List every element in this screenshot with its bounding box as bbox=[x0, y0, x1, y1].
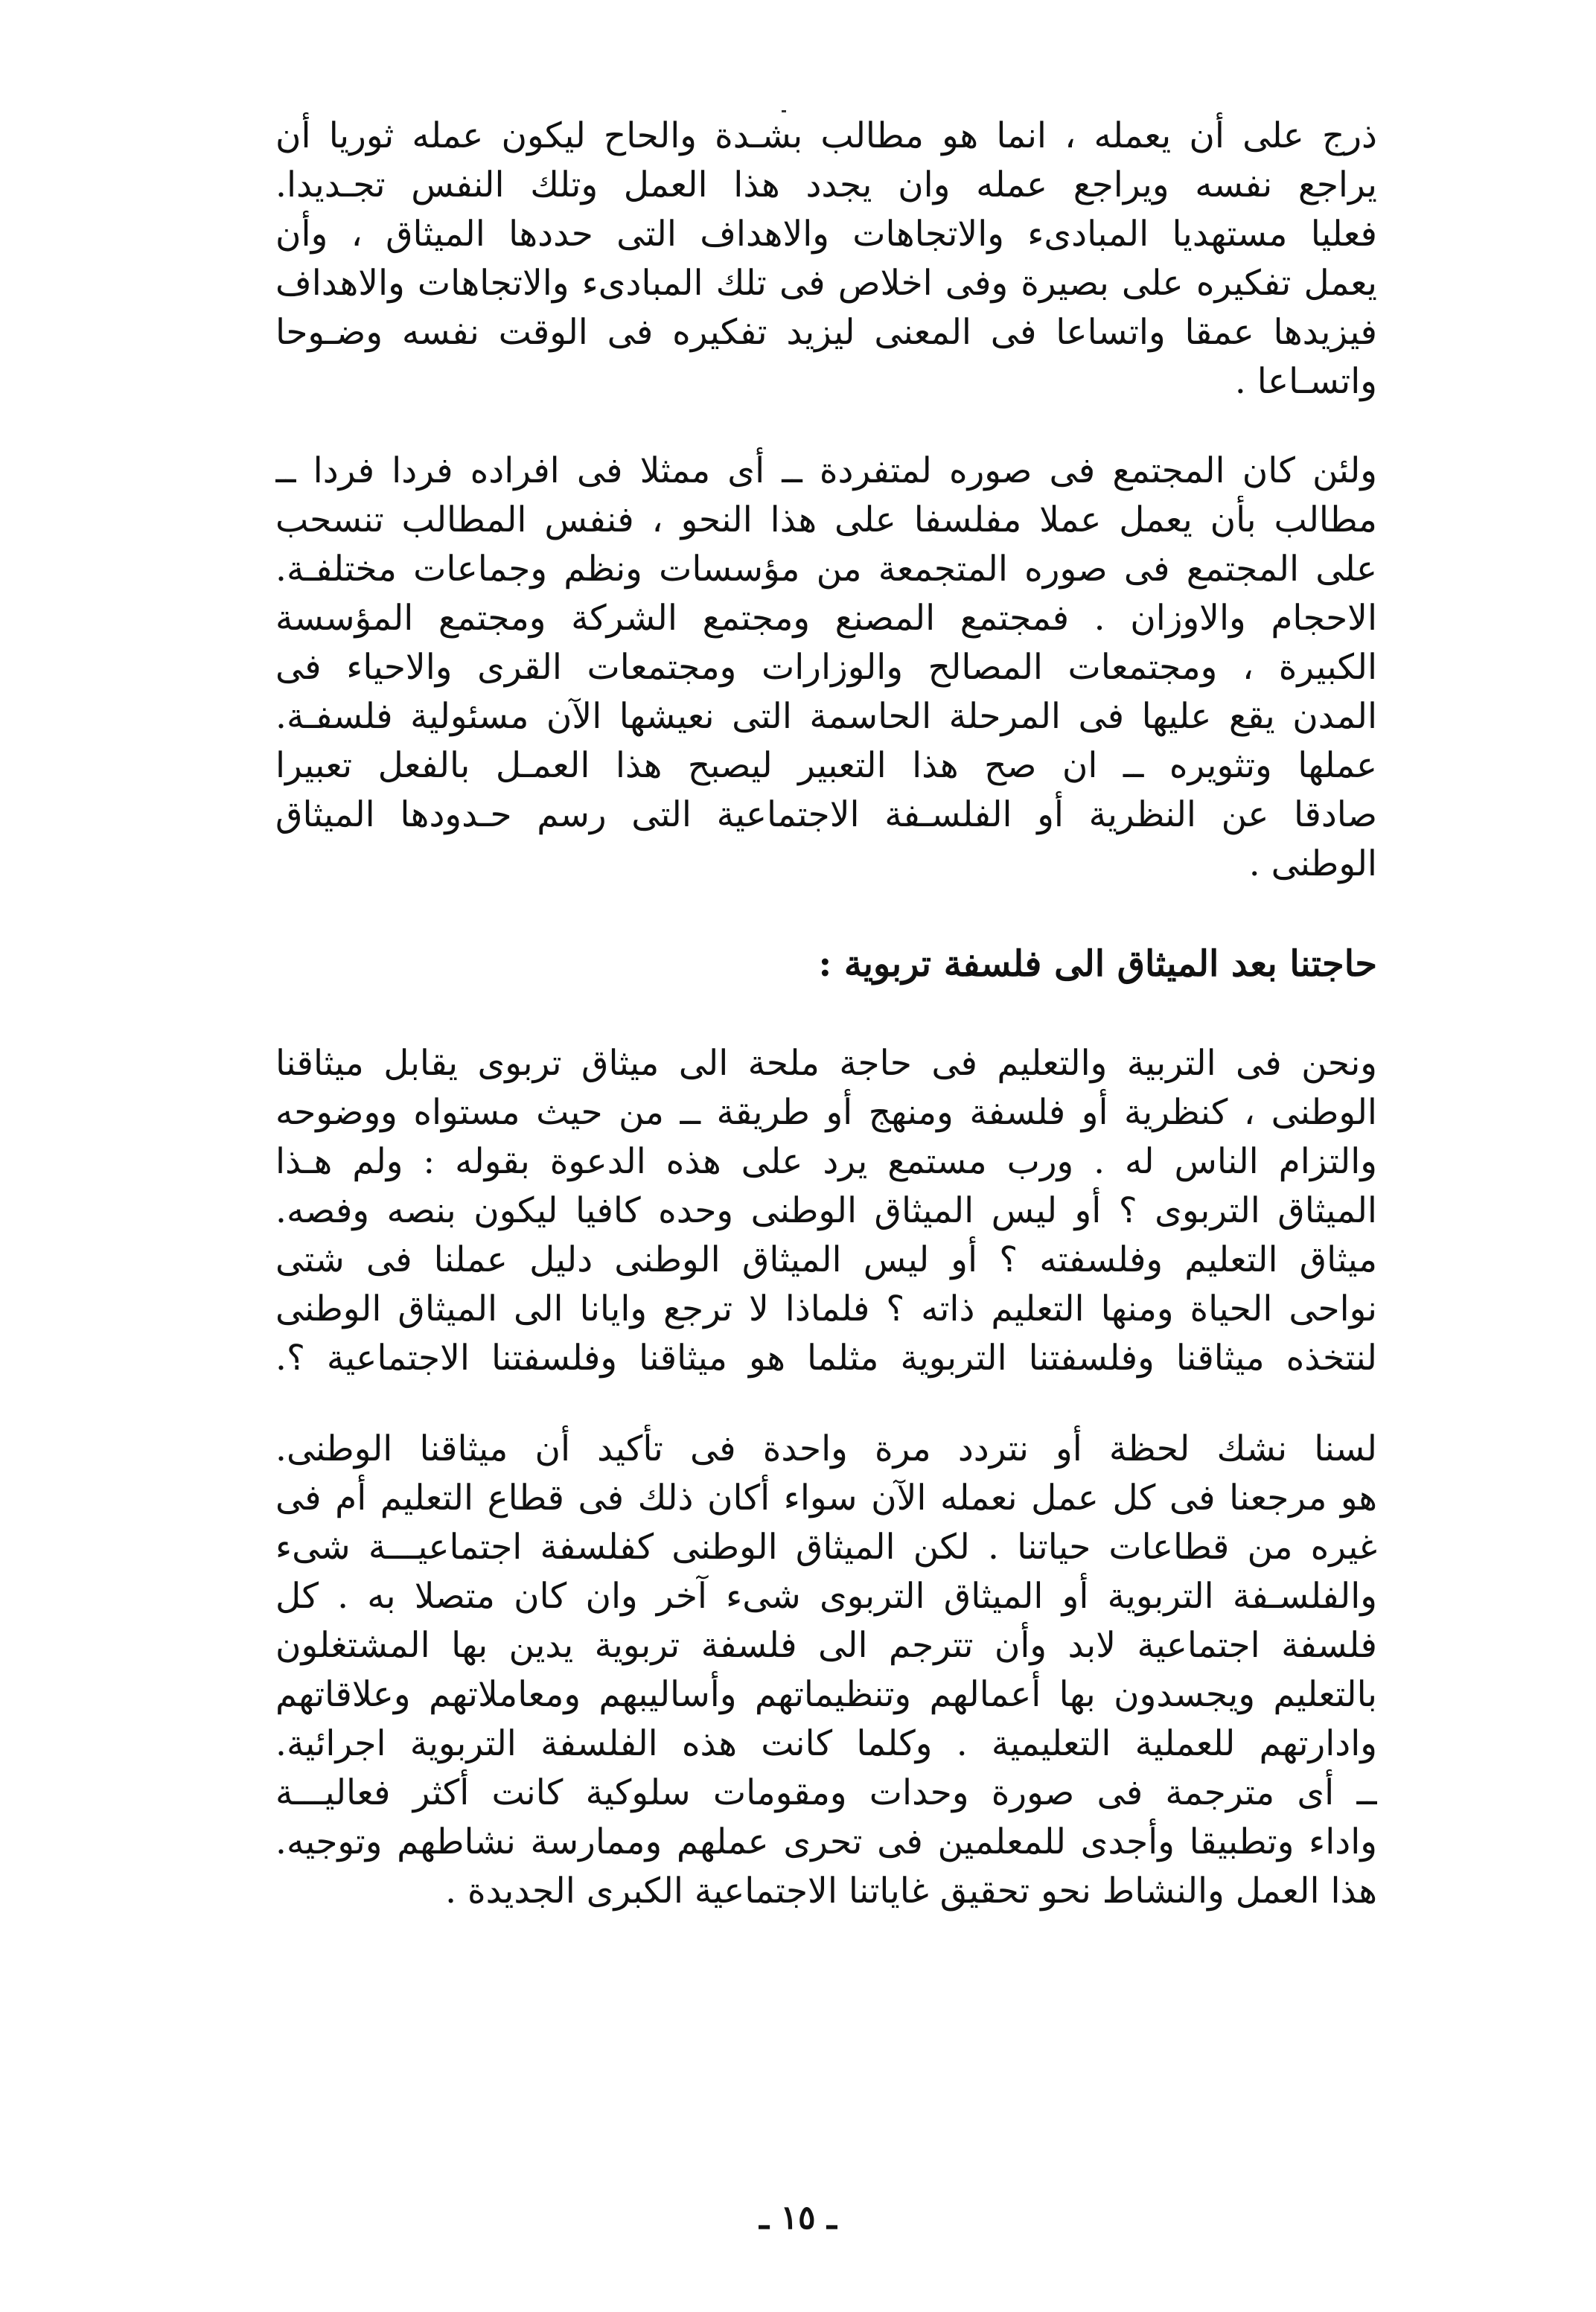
text-line: ــ أى مترجمة فى صورة وحدات ومقومات سلوكية كانت أكثر فعاليـــة bbox=[275, 1772, 1377, 1813]
text-line: نواحى الحياة ومنها التعليم ذاته ؟ فلماذا لا ترجع وايانا الى الميثاق الوطنى bbox=[275, 1288, 1377, 1329]
text-line: هذا العمل والنشاط نحو تحقيق غاياتنا الاجتماعية الكبرى الجديدة . bbox=[445, 1871, 1377, 1912]
section-heading: حاجتنا بعد الميثاق الى فلسفة تربوية : bbox=[818, 943, 1377, 985]
text-line: ولئن كان المجتمع فى صوره لمتفردة ــ أى ممثلا فى افراده فردا فردا ــ bbox=[275, 450, 1377, 491]
text-line: ذرج على أن يعمله ، انما هو مطالب بشـدة والحاح ليكون عمله ثوريا أن bbox=[275, 115, 1377, 156]
text-line: هو مرجعنا فى كل عمل نعمله الآن سواء أكان ذلك فى قطاع التعليم أم فى bbox=[275, 1478, 1377, 1519]
text-line: غيره من قطاعات حياتنا . لكن الميثاق الوطنى كفلسفة اجتماعيـــة شىء bbox=[275, 1527, 1377, 1568]
text-line: على المجتمع فى صوره المتجمعة من مؤسسات ونظم وجماعات مختلفـة. bbox=[275, 549, 1377, 590]
text-line: مطالب بأن يعمل عملا مفلسفا على هذا النحو ، فنفس المطالب تنسحب bbox=[275, 499, 1377, 540]
text-line: والتزام الناس له . ورب مستمع يرد على هذه الدعوة بقوله : ولم هـذا bbox=[275, 1141, 1377, 1182]
text-line: الاحجام والاوزان . فمجتمع المصنع ومجتمع الشركة ومجتمع المؤسسة bbox=[275, 598, 1377, 639]
paragraph-1 bbox=[275, 112, 1377, 406]
text-line: ميثاق التعليم وفلسفته ؟ أو ليس الميثاق الوطنى دليل عملنا فى شتى bbox=[275, 1239, 1377, 1280]
text-line: فعليا مستهديا المبادىء والاتجاهات والاهداف التى حددها الميثاق ، وأن bbox=[275, 214, 1377, 255]
text-line: صادقا عن النظرية أو الفلسـفة الاجتماعية التى رسم حـدودها الميثاق bbox=[275, 794, 1377, 835]
paragraph-2 bbox=[275, 447, 1377, 889]
text-line: ونحن فى التربية والتعليم فى حاجة ملحة الى ميثاق تربوى يقابل ميثاقنا bbox=[275, 1043, 1377, 1084]
text-line: المدن يقع عليها فى المرحلة الحاسمة التى نعيشها الآن مسئولية فلسفـة. bbox=[275, 696, 1377, 737]
document-page bbox=[275, 112, 1377, 1916]
text-line: الوطنى . bbox=[1248, 843, 1377, 884]
text-line: والفلسـفة التربوية أو الميثاق التربوى شىء آخر وان كان متصلا به . كل bbox=[275, 1576, 1377, 1617]
text-line: الكبيرة ، ومجتمعات المصالح والوزارات ومجتمعات القرى والاحياء فى bbox=[275, 647, 1377, 688]
text-line: وادارتهم للعملية التعليمية . وكلما كانت هذه الفلسفة التربوية اجرائية. bbox=[275, 1723, 1377, 1764]
text-line: واداء وتطبيقا وأجدى للمعلمين فى تحرى عملهم وممارسة نشاطهم وتوجيه. bbox=[275, 1821, 1377, 1862]
text-line: واتسـاعا . bbox=[1234, 361, 1377, 402]
text-line: فلسفة اجتماعية لابد وأن تترجم الى فلسفة تربوية يدين بها المشتغلون bbox=[275, 1625, 1377, 1666]
paragraph-3 bbox=[275, 1039, 1377, 1383]
text-line: لسنا نشك لحظة أو نتردد مرة واحدة فى تأكيد أن ميثاقنا الوطنى. bbox=[275, 1428, 1377, 1469]
text-line: يراجع نفسه ويراجع عمله وان يجدد هذا العمل وتلك النفس تجـديدا. bbox=[275, 165, 1377, 205]
text-line: يعمل تفكيره على بصيرة وفى اخلاص فى تلك المبادىء والاتجاهات والاهداف bbox=[275, 263, 1377, 304]
text-line: لنتخذه ميثاقنا وفلسفتنا التربوية مثلما هو ميثاقنا وفلسفتنا الاجتماعية ؟. bbox=[275, 1338, 1377, 1379]
text-line: الوطنى ، كنظرية أو فلسفة ومنهج أو طريقة ــ من حيث مستواه ووضوحه bbox=[275, 1092, 1377, 1133]
text-line: عملها وتثويره ــ ان صح هذا التعبير ليصبح هذا العمـل بالفعل تعبيرا bbox=[275, 745, 1377, 786]
text-line: الميثاق التربوى ؟ أو ليس الميثاق الوطنى وحده كافيا ليكون بنصه وفصه. bbox=[275, 1190, 1377, 1231]
text-line: فيزيدها عمقا واتساعا فى المعنى ليزيد تفكيره فى الوقت نفسه وضـوحا bbox=[275, 312, 1377, 353]
text-line: بالتعليم ويجسدون بها أعمالهم وتنظيماتهم وأساليبهم ومعاملاتهم وعلاقاتهم bbox=[275, 1674, 1377, 1715]
paragraph-4 bbox=[275, 1425, 1377, 1916]
page-number: ـ ١٥ ـ bbox=[759, 2199, 837, 2237]
